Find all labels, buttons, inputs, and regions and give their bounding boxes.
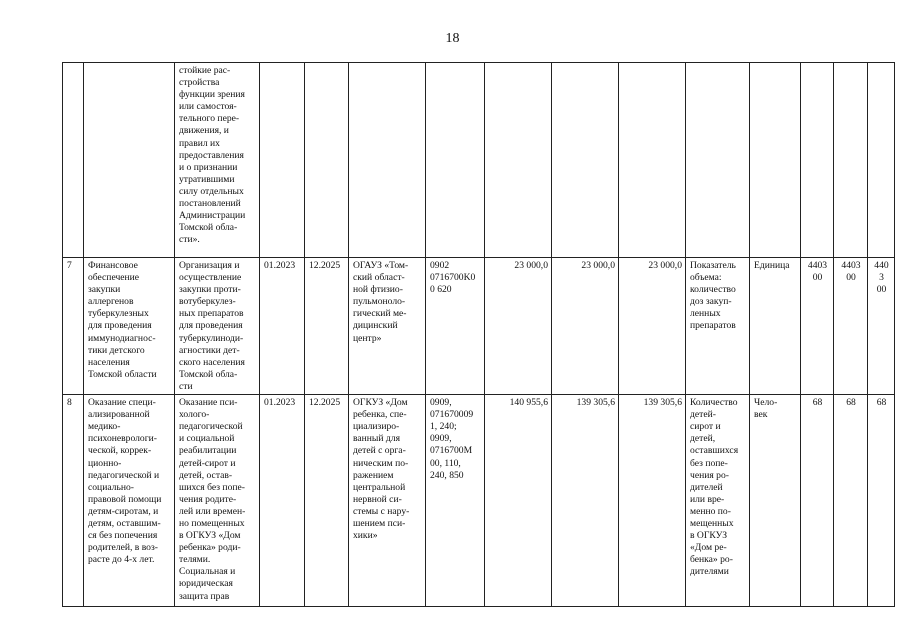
measure-basis: Организация и осуществление закупки проти- вотуберкулез- ных препаратов для проведения туберкулиноди- агностики дет- ского населения Томской обла- сти — [175, 258, 260, 395]
end-date — [305, 63, 349, 258]
amount-year-2: 23 000,0 — [552, 258, 619, 395]
value-year-1 — [801, 63, 834, 258]
measure-basis: стойкие рас- стройства функции зрения или самостоя- тельного пере- движения, и правил их предоставления и о признании утратившими силу отдельных постановлений Администрации Томской обла- сти». — [175, 63, 260, 258]
row-number: 8 — [63, 395, 84, 607]
end-date: 12.2025 — [305, 395, 349, 607]
value-year-1: 68 — [801, 395, 834, 607]
value-year-2 — [834, 63, 868, 258]
row-number — [63, 63, 84, 258]
value-year-2: 4403 00 — [834, 258, 868, 395]
measure-basis: Оказание пси- холого- педагогической и социальной реабилитации детей-сирот и детей, остав- шихся без попе- чения родите- лей или времен- но помещенных в ОГКУЗ «Дом ребенка» роди- телями. Социальная и юридическая защита прав — [175, 395, 260, 607]
indicator — [686, 63, 750, 258]
measure-name — [84, 63, 175, 258]
end-date: 12.2025 — [305, 258, 349, 395]
indicator: Показатель объема: количество доз закуп- ленных препаратов — [686, 258, 750, 395]
table-row — [63, 395, 895, 607]
page-number: 18 — [445, 31, 460, 46]
measure-name: Оказание специ- ализированной медико- психоневрологи- ческой, коррек- ционно- педагогической и социально- правовой помощи детям-сиротам, и детям, оставшим- ся без попечения родителей, в воз- расте до 4-х лет. — [84, 395, 175, 607]
value-year-3 — [868, 63, 895, 258]
value-year-1: 4403 00 — [801, 258, 834, 395]
unit — [750, 63, 801, 258]
budget-code — [426, 63, 485, 258]
amount-year-1 — [485, 63, 552, 258]
amount-year-2 — [552, 63, 619, 258]
start-date — [260, 63, 305, 258]
value-year-3: 4403 00 — [868, 258, 895, 395]
amount-year-3: 139 305,6 — [619, 395, 686, 607]
unit: Чело- век — [750, 395, 801, 607]
amount-year-1: 140 955,6 — [485, 395, 552, 607]
start-date: 01.2023 — [260, 258, 305, 395]
start-date: 01.2023 — [260, 395, 305, 607]
measure-name: Финансовое обеспечение закупки аллергенов туберкулезных для проведения иммунодиагнос- тики детского населения Томской области — [84, 258, 175, 395]
amount-year-3 — [619, 63, 686, 258]
executor — [349, 63, 426, 258]
indicator: Количество детей- сирот и детей, оставшихся без попе- чения ро- дителей или вре- менно по- мещенных в ОГКУЗ «Дом ре- бенка» ро- дителями — [686, 395, 750, 607]
amount-year-1: 23 000,0 — [485, 258, 552, 395]
value-year-3: 68 — [868, 395, 895, 607]
row-number: 7 — [63, 258, 84, 395]
plan-table — [62, 62, 895, 607]
table-row — [63, 63, 895, 258]
amount-year-3: 23 000,0 — [619, 258, 686, 395]
executor: ОГАУЗ «Том- ский област- ной фтизио- пульмоноло- гический ме- дицинский центр» — [349, 258, 426, 395]
amount-year-2: 139 305,6 — [552, 395, 619, 607]
unit: Единица — [750, 258, 801, 395]
budget-code: 0902 0716700K0 0 620 — [426, 258, 485, 395]
budget-code: 0909, 071670009 1, 240; 0909, 0716700М 00, 110, 240, 850 — [426, 395, 485, 607]
table-row — [63, 258, 895, 395]
executor: ОГКУЗ «Дом ребенка, спе- циализиро- ванный для детей с орга- ническим по- ражением центральной нервной си- стемы с нару- шением пси- хики» — [349, 395, 426, 607]
value-year-2: 68 — [834, 395, 868, 607]
